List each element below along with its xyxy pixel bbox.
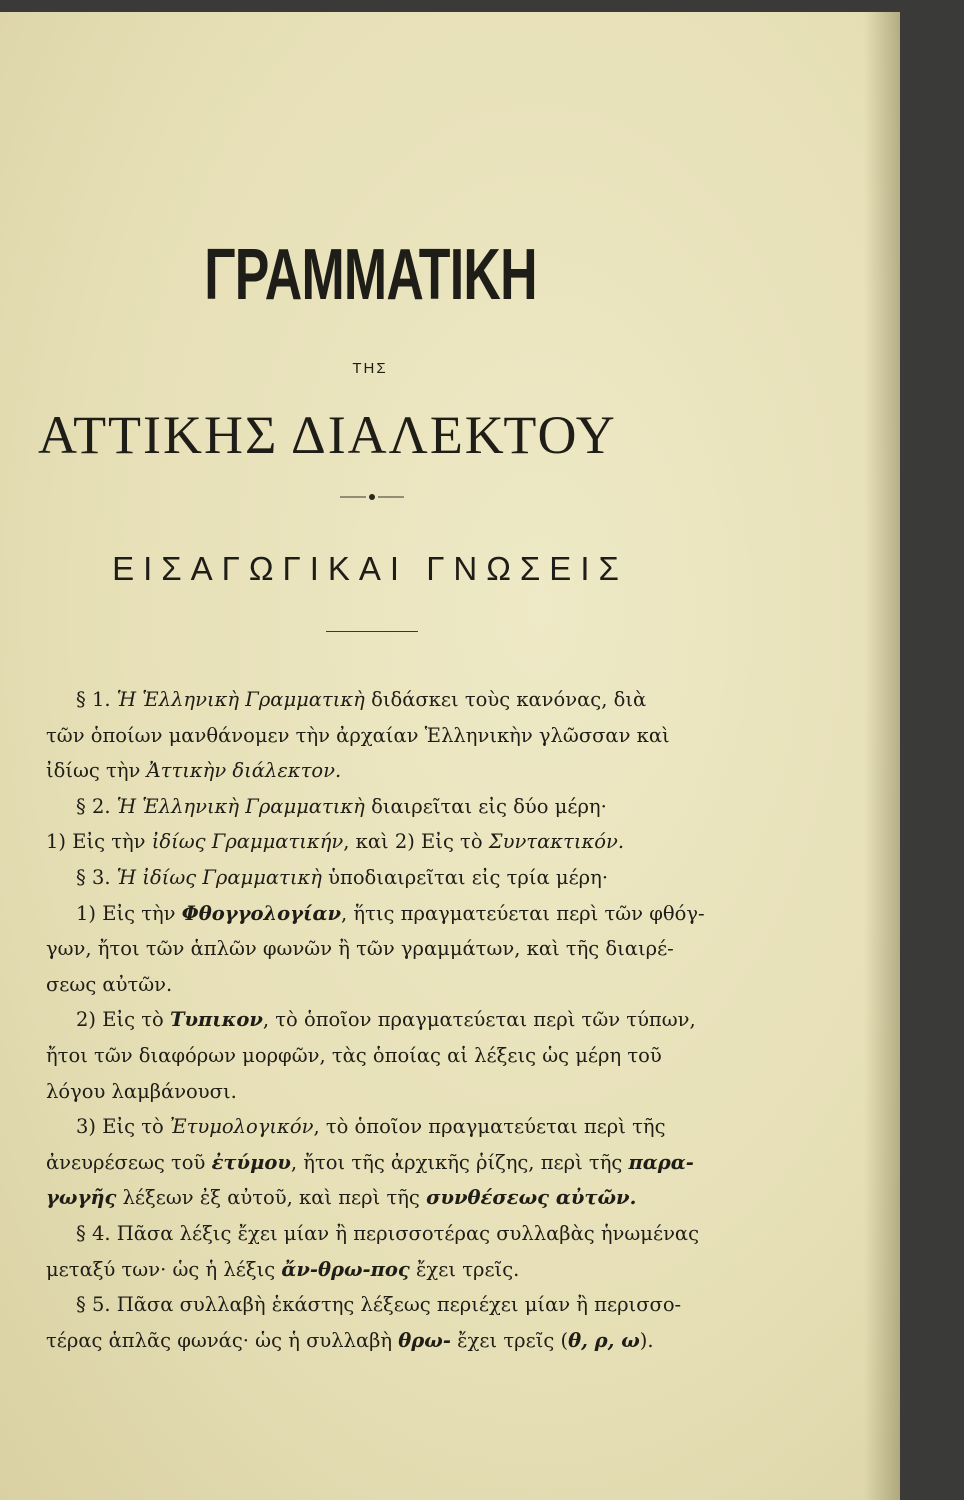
text-segment: λόγου λαμβάνουσι. — [46, 1079, 237, 1103]
text-line — [46, 1109, 734, 1145]
section-heading: ΕΙΣΑΓΩΓΙΚΑΙ ΓΝΩΣΕΙΣ — [112, 550, 628, 587]
text-segment: § 3. — [76, 865, 117, 889]
text-segment: ἐτύμου — [211, 1150, 291, 1174]
ornament-divider — [340, 490, 404, 504]
text-segment: ). — [639, 1328, 654, 1352]
title-article: ΤΗΣ — [352, 360, 388, 377]
text-line — [46, 1038, 734, 1074]
text-segment: § 4. Πᾶσα λέξις ἔχει μίαν ἢ περισσοτέρας συλλαβὰς ἡνωμένας — [76, 1221, 700, 1245]
text-segment: , τὸ ὁποῖον πραγματεύεται περὶ τῶν τύπων, — [262, 1008, 696, 1032]
text-segment: ἄν-θρω-πος — [281, 1257, 410, 1281]
text-segment: ἰδίως τὴν — [46, 759, 147, 783]
text-segment: λέξεων ἐξ αὐτοῦ, καὶ περὶ τῆς — [116, 1186, 427, 1210]
text-segment: , τὸ ὁποῖον πραγματεύεται περὶ τῆς — [313, 1115, 666, 1139]
text-line — [46, 1252, 734, 1288]
text-segment: , ἤτοι τῆς ἀρχικῆς ῥίζης, περὶ τῆς — [290, 1150, 629, 1174]
text-line — [46, 896, 734, 932]
text-segment: Ἡ ἰδίως Γραμματικὴ — [116, 865, 322, 889]
page-edge-shadow — [864, 12, 900, 1500]
text-line — [46, 753, 734, 789]
text-line — [46, 967, 734, 1003]
text-line — [46, 789, 734, 825]
text-segment: 3) Εἰς τὸ — [76, 1115, 170, 1139]
text-segment: θρω- — [398, 1328, 451, 1352]
text-line — [46, 1323, 734, 1359]
text-segment: μεταξύ των· ὡς ἡ λέξις — [46, 1257, 282, 1281]
text-segment: Συντακτικόν. — [488, 830, 625, 854]
text-line — [46, 824, 734, 860]
text-line — [46, 682, 734, 718]
text-line — [46, 931, 734, 967]
text-segment: Φθογγολογίαν — [181, 901, 342, 925]
text-segment: § 5. Πᾶσα συλλαβὴ ἑκάστης λέξεως περιέχει μίαν ἢ περισσο- — [76, 1293, 682, 1317]
text-segment: ἔχει τρεῖς. — [409, 1257, 520, 1281]
text-segment: ἀνευρέσεως τοῦ — [46, 1150, 212, 1174]
text-line — [46, 1074, 734, 1110]
text-segment: 1) Εἰς τὴν — [46, 830, 152, 854]
text-segment: ἤτοι τῶν διαφόρων μορφῶν, τὰς ὁποίας αἱ λέξεις ὡς μέρη τοῦ — [46, 1043, 662, 1067]
text-segment: Τυπικον — [169, 1008, 263, 1032]
text-segment: 1) Εἰς τὴν — [76, 901, 182, 925]
text-segment: § 1. — [76, 688, 117, 711]
text-segment: διδάσκει τοὺς κανόνας, διὰ — [364, 688, 647, 711]
text-line — [46, 718, 734, 754]
text-line — [46, 1287, 734, 1323]
text-segment: , ἥτις πραγματεύεται περὶ τῶν φθόγ- — [341, 901, 705, 925]
text-segment: τέρας ἁπλᾶς φωνάς· ὡς ἡ συλλαβὴ — [46, 1328, 399, 1352]
text-segment: Ἀττικὴν διάλεκτον. — [146, 759, 342, 783]
text-segment: Ἡ Ἑλληνικὴ Γραμματικὴ — [116, 688, 365, 711]
text-segment: ὑποδιαιρεῖται εἰς τρία μέρη· — [321, 865, 609, 889]
text-segment: , καὶ 2) Εἰς τὸ — [343, 830, 489, 854]
text-segment: συνθέσεως αὐτῶν. — [426, 1186, 637, 1210]
book-page — [0, 12, 900, 1500]
text-segment: § 2. — [76, 794, 117, 818]
text-segment: θ, ρ, ω — [568, 1328, 640, 1352]
text-segment: διαιρεῖται εἰς δύο μέρη· — [364, 794, 607, 818]
text-segment: παρα- — [628, 1150, 694, 1174]
text-segment: 2) Εἰς τὸ — [76, 1008, 170, 1032]
text-line — [46, 860, 734, 896]
text-line — [46, 1002, 734, 1038]
text-segment: ἔχει τρεῖς ( — [450, 1328, 569, 1352]
text-segment: σεως αὐτῶν. — [46, 972, 173, 996]
body-text — [46, 682, 734, 1358]
text-segment: Ἐτυμολογικόν — [169, 1115, 314, 1139]
page-subtitle: ΑΤΤΙΚΗΣ ΔΙΑΛΕΚΤΟΥ — [38, 405, 617, 465]
page-title: ΓΡΑΜΜΑΤΙΚΗ — [204, 235, 537, 315]
text-segment: ἰδίως Γραμματικήν — [151, 830, 344, 854]
text-line — [46, 1180, 734, 1216]
text-segment: Ἡ Ἑλληνικὴ Γραμματικὴ — [116, 794, 365, 818]
text-line — [46, 1216, 734, 1252]
text-line — [46, 1145, 734, 1181]
text-segment: γων, ἤτοι τῶν ἁπλῶν φωνῶν ἢ τῶν γραμμάτων, καὶ τῆς διαιρέ- — [46, 937, 674, 961]
section-rule — [326, 631, 418, 632]
text-segment: τῶν ὁποίων μανθάνομεν τὴν ἀρχαίαν Ἑλληνικὴν γλῶσσαν καὶ — [46, 723, 670, 747]
text-segment: γωγῆς — [46, 1186, 117, 1210]
